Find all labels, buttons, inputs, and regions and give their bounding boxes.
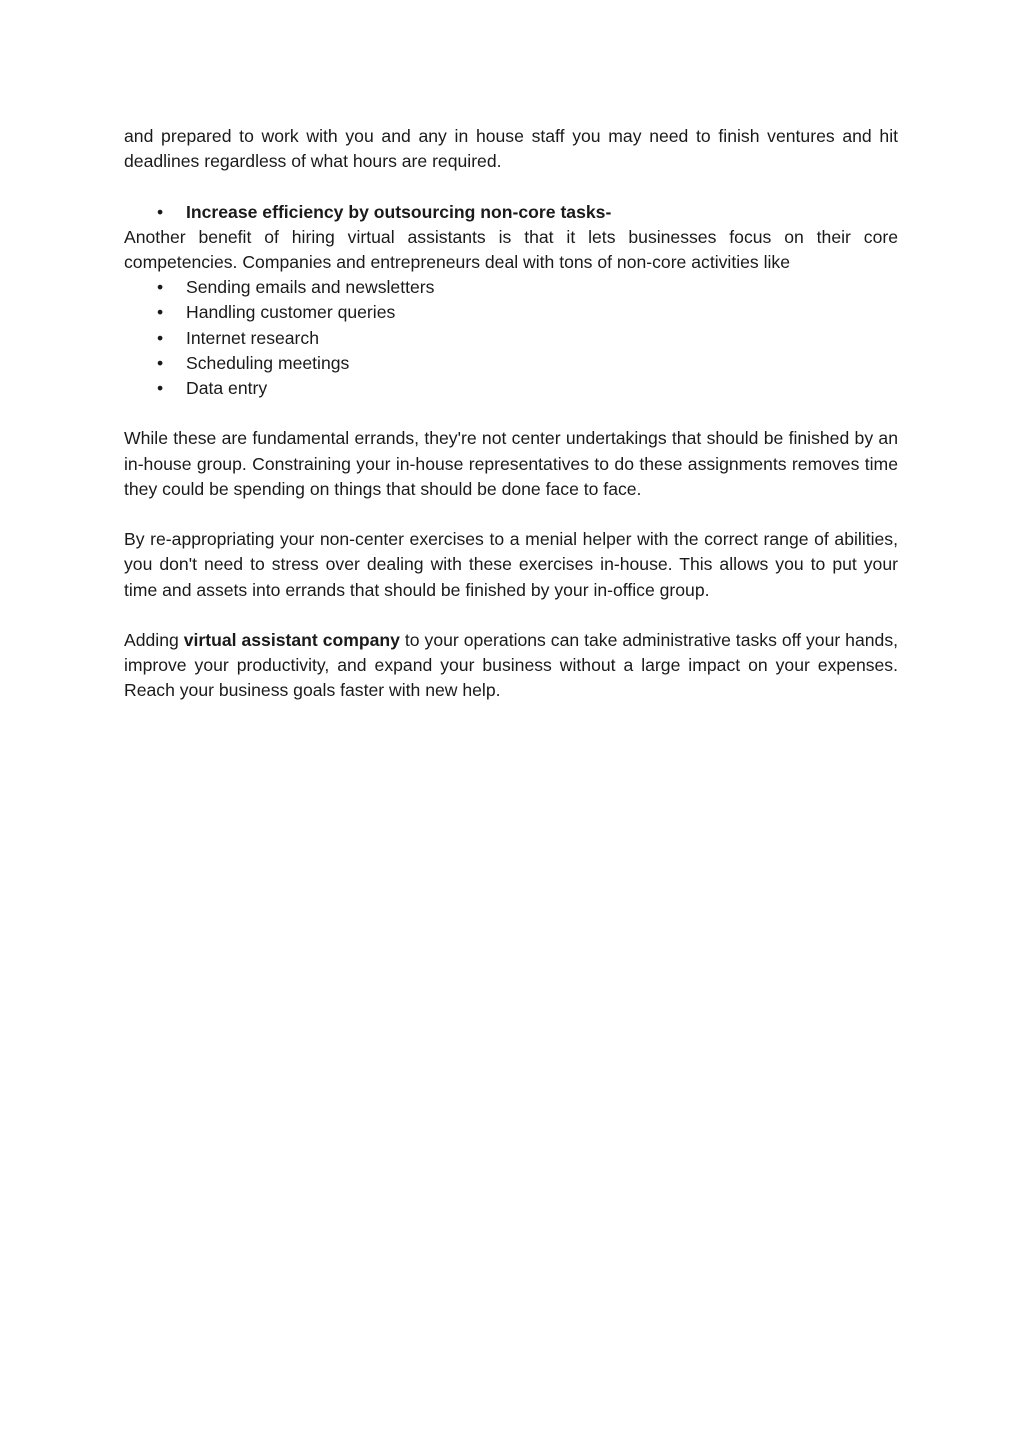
bullet-icon: •	[157, 327, 164, 348]
bullet-icon: •	[157, 277, 164, 298]
list-item-text: Sending emails and newsletters	[186, 277, 435, 298]
paragraph-reappropriating: By re-appropriating your non-center exercises to a menial helper with the correct range of abilities, you don't need to stress over dealing with these exercises in-house. This allows you to put your time and assets into errands that should be finished by your in-office group.	[124, 529, 898, 600]
section-body: Another benefit of hiring virtual assistants is that it lets businesses focus on their core competencies. Companies and entrepreneurs deal with tons of non-core activities like	[124, 226, 898, 272]
bullet-icon: •	[157, 352, 164, 373]
section-heading-item	[124, 200, 898, 225]
list-item	[124, 376, 898, 401]
section-heading-list	[124, 200, 898, 225]
list-item-text: Scheduling meetings	[186, 352, 350, 373]
list-item	[124, 351, 898, 376]
bullet-icon: •	[157, 302, 164, 323]
list-item	[124, 326, 898, 351]
bullet-icon: •	[157, 201, 164, 222]
spacer	[124, 174, 898, 199]
tasks-list	[124, 275, 898, 401]
list-item-text: Data entry	[186, 378, 268, 399]
conclusion-prefix: Adding	[124, 630, 184, 650]
section-heading: Increase efficiency by outsourcing non-core tasks-	[186, 201, 612, 222]
paragraph-conclusion	[124, 628, 898, 704]
list-item	[124, 275, 898, 300]
spacer	[124, 603, 898, 628]
list-item-text: Internet research	[186, 327, 320, 348]
conclusion-highlight: virtual assistant company	[183, 630, 400, 650]
bullet-icon: •	[157, 378, 164, 399]
list-item-text: Handling customer queries	[186, 302, 396, 323]
intro-paragraph: and prepared to work with you and any in house staff you may need to finish ventures and hit deadlines regardless of what hours are required.	[124, 126, 898, 172]
paragraph-in-house: While these are fundamental errands, they're not center undertakings that should be finished by an in-house group. Constraining your in-house representatives to do these assignments removes time they could be spending on things that should be done face to face.	[124, 428, 898, 499]
spacer	[124, 502, 898, 527]
spacer	[124, 401, 898, 426]
document-page	[124, 124, 898, 704]
conclusion-suffix: to your operations can take administrative tasks off your hands, improve your productivity, and expand your business without a large impact on your expenses. Reach your business goals faster with new help.	[124, 630, 899, 701]
list-item	[124, 300, 898, 325]
